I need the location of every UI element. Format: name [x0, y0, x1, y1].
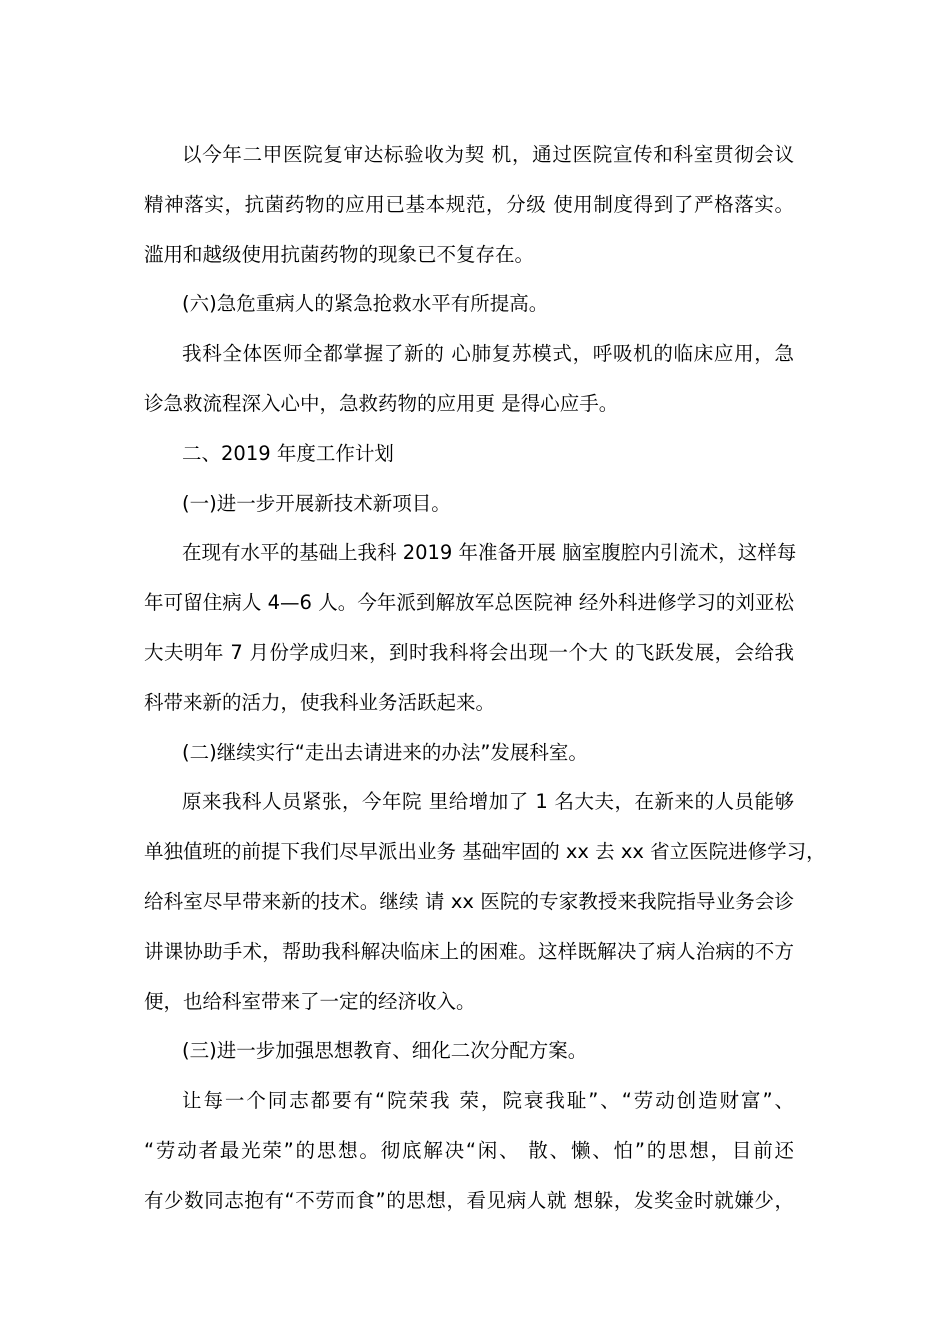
- paragraph-line: 在现有水平的基础上我科 2019 年准备开展 脑室腹腔内引流术，这样每: [182, 541, 797, 565]
- chapter-heading: 二、2019 年度工作计划: [182, 441, 394, 465]
- paragraph-line: 大夫明年 7 月份学成归来，到时我科将会出现一个大 的飞跃发展，会给我: [144, 640, 794, 664]
- section-heading: (三)进一步加强思想教育、细化二次分配方案。: [182, 1039, 588, 1063]
- paragraph-line: 科带来新的活力，使我科业务活跃起来。: [144, 690, 496, 714]
- paragraph-line: 给科室尽早带来新的技术。继续 请 xx 医院的专家教授来我院指导业务会诊: [144, 889, 794, 913]
- document-body: [144, 130, 826, 1226]
- paragraph-line: 原来我科人员紧张，今年院 里给增加了 1 名大夫，在新来的人员能够: [182, 790, 794, 814]
- paragraph-line: 有少数同志抱有“不劳而食”的思想，看见病人就 想躲，发奖金时就嫌少，: [144, 1188, 794, 1212]
- paragraph-line: 年可留住病人 4—6 人。今年派到解放军总医院神 经外科进修学习的刘亚松: [144, 591, 794, 615]
- paragraph-line: 精神落实，抗菌药物的应用已基本规范，分级 使用制度得到了严格落实。: [144, 192, 794, 216]
- paragraph-line: 我科全体医师全都掌握了新的 心肺复苏模式，呼吸机的临床应用，急: [182, 342, 794, 366]
- paragraph-line: 以今年二甲医院复审达标验收为契 机，通过医院宣传和科室贯彻会议: [182, 143, 794, 166]
- section-heading: (六)急危重病人的紧急抢救水平有所提高。: [182, 292, 549, 316]
- paragraph-line: “劳动者最光荣”的思想。彻底解决“闲、 散、懒、怕”的思想，目前还: [144, 1138, 794, 1162]
- paragraph-line: 讲课协助手术，帮助我科解决临床上的困难。这样既解决了病人治病的不方: [144, 939, 794, 963]
- paragraph-line: 滥用和越级使用抗菌药物的现象已不复存在。: [144, 242, 535, 266]
- section-heading: (一)进一步开展新技术新项目。: [182, 491, 451, 515]
- paragraph-line: 诊急救流程深入心中，急救药物的应用更 是得心应手。: [144, 391, 619, 415]
- paragraph-line: 让每一个同志都要有“院荣我 荣，院衰我耻”、“劳动创造财富”、: [182, 1089, 794, 1113]
- paragraph-line: 便，也给科室带来了一定的经济收入。: [144, 989, 476, 1013]
- paragraph-line: 单独值班的前提下我们尽早派出业务 基础牢固的 xx 去 xx 省立医院进修学习，: [144, 840, 826, 864]
- section-heading: (二)继续实行“走出去请进来的办法”发展科室。: [182, 740, 588, 764]
